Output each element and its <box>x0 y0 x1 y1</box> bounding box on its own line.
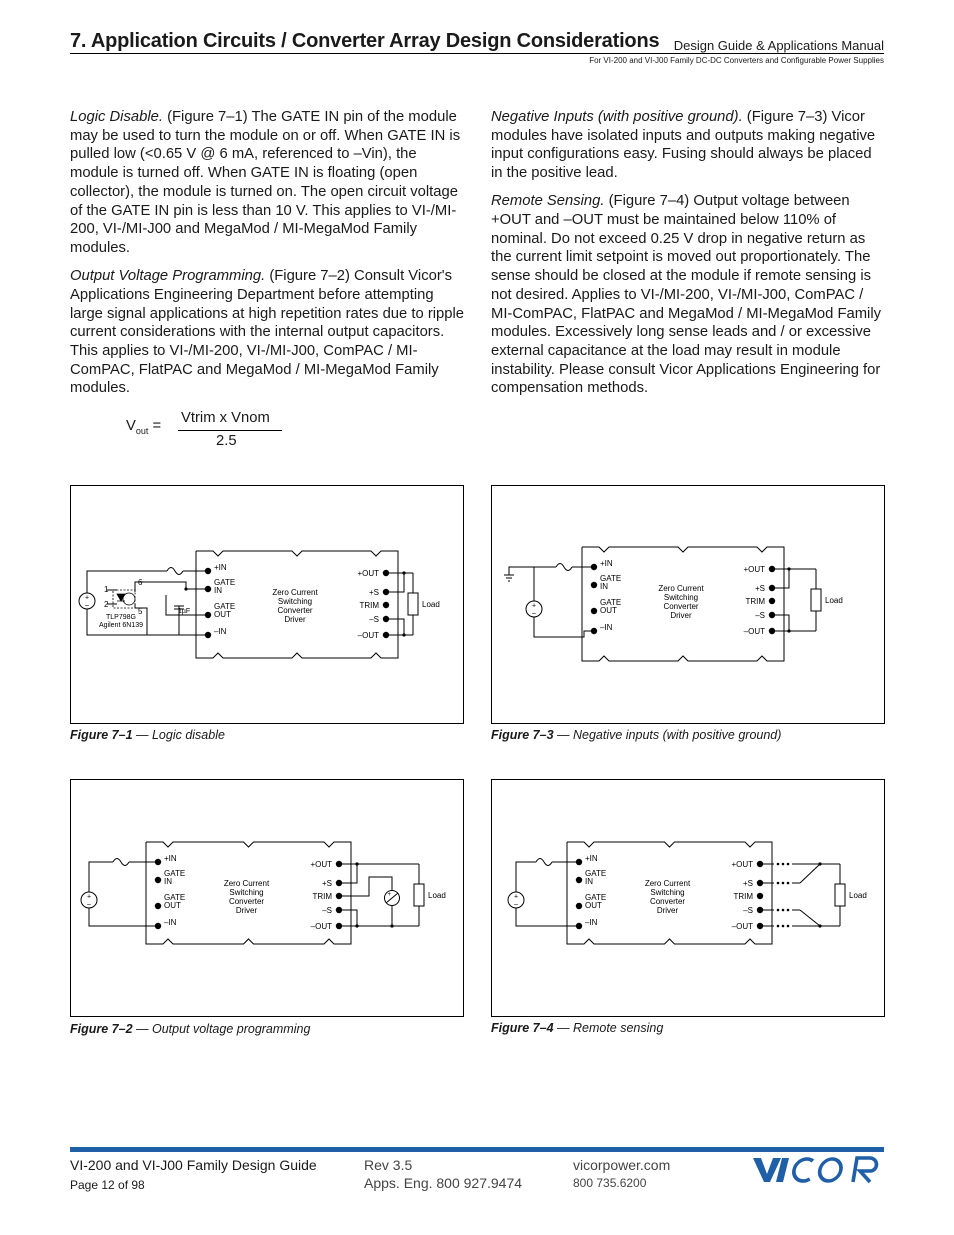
label-trim: TRIM <box>733 892 753 901</box>
label-converter-driver: Driver <box>656 906 679 915</box>
label-gate-out: GATE <box>214 602 236 611</box>
label-minus-s: –S <box>369 615 379 624</box>
figure-output-programming <box>70 779 464 1017</box>
optocoupler-icon <box>113 590 135 608</box>
header-subtitle: For VI-200 and VI-J00 Family DC-DC Converters and Configurable Power Supplies <box>589 56 884 65</box>
label-load: Load <box>428 891 446 900</box>
paragraph-logic-disable <box>70 108 465 258</box>
label-gate-in: IN <box>214 586 222 595</box>
paragraph-output-programming <box>70 267 465 398</box>
label-converter-driver: Converter <box>277 606 313 615</box>
label-plus-in: +IN <box>600 559 613 568</box>
label-load: Load <box>422 600 440 609</box>
trim-plus-mark: + <box>387 892 391 898</box>
label-plus-s: +S <box>368 588 379 597</box>
label-gate-out: OUT <box>214 610 231 619</box>
caption-7-1-number: Figure 7–1 <box>70 728 133 742</box>
label-plus-out: +OUT <box>310 860 332 869</box>
lead-output-programming: Output Voltage Programming. <box>70 268 266 285</box>
paragraph-remote-sensing <box>491 192 886 398</box>
formula-fraction-bar <box>178 430 282 431</box>
label-gate-out: GATE <box>600 598 622 607</box>
manual-title: Design Guide & Applications Manual <box>673 38 884 53</box>
long-lead-dots <box>777 909 780 912</box>
label-plus-in: +IN <box>164 854 177 863</box>
long-lead-dots <box>787 882 790 885</box>
label-gate-out: OUT <box>164 901 181 910</box>
figure-remote-sensing <box>491 779 885 1017</box>
source-minus-mark: – <box>514 901 518 908</box>
fuse-icon <box>113 859 129 866</box>
label-minus-in: –IN <box>164 918 177 927</box>
label-converter-driver: Driver <box>670 611 692 620</box>
wire <box>800 910 820 926</box>
formula-numerator: Vtrim x Vnom <box>181 410 270 426</box>
label-minus-out: –OUT <box>310 922 332 931</box>
phototransistor-icon <box>123 593 135 605</box>
ground-icon <box>504 575 514 581</box>
label-plus-s: +S <box>321 879 332 888</box>
body-output-programming: (Figure 7–2) Consult Vicor's Applications Engineering Department before attempting large signal applications at high repetition rates due to ripple current considerations with the internal output capacitors. This applies to VI-/MI-200, VI-/MI-J00, ComPAC / MI-ComPAC, FlatPAC and MegaMod / MI-MegaMod Family modules. <box>70 268 465 397</box>
pin-gate-in <box>591 582 597 588</box>
label-plus-out: +OUT <box>743 565 765 574</box>
label-minus-s: –S <box>743 906 753 915</box>
source-minus-mark: – <box>532 610 536 617</box>
label-trim: TRIM <box>312 892 332 901</box>
label-gate-out: OUT <box>585 901 602 910</box>
source-minus-mark: – <box>85 602 89 609</box>
junction-dot <box>184 587 187 590</box>
pin-gate-in <box>576 877 582 883</box>
label-converter-driver: Driver <box>284 615 306 624</box>
label-converter-driver: Zero Current <box>272 588 318 597</box>
junction-dot <box>818 862 821 865</box>
label-minus-out: –OUT <box>743 627 765 636</box>
long-lead-dots <box>777 882 780 885</box>
lead-negative-inputs: Negative Inputs (with positive ground). <box>491 109 743 125</box>
footer-revision: Rev 3.5 <box>364 1157 413 1173</box>
source-minus-mark: – <box>87 901 91 908</box>
label-capacitor: 1µF <box>178 608 191 615</box>
caption-figure-7-1 <box>70 728 225 742</box>
long-lead-dots <box>787 863 790 866</box>
caption-7-3-number: Figure 7–3 <box>491 728 554 742</box>
footer-page-number: Page 12 of 98 <box>70 1178 145 1192</box>
long-lead-dots <box>782 925 785 928</box>
label-plus-in: +IN <box>585 854 598 863</box>
label-plus-out: +OUT <box>731 860 753 869</box>
junction-dot <box>390 924 393 927</box>
caption-7-3-text: — Negative inputs (with positive ground) <box>553 728 782 742</box>
footer-phone: 800 735.6200 <box>573 1176 647 1190</box>
junction-dot <box>787 567 790 570</box>
pin-gate-out <box>155 903 161 909</box>
label-converter-driver: Switching <box>650 888 685 897</box>
label-converter-driver: Switching <box>663 593 699 602</box>
page-title: 7. Application Circuits / Converter Array Design Considerations <box>70 30 660 52</box>
label-gate-out: OUT <box>600 606 617 615</box>
label-converter-driver: Driver <box>235 906 258 915</box>
label-minus-out: –OUT <box>357 631 379 640</box>
label-minus-in: –IN <box>585 918 598 927</box>
long-lead-dots <box>782 863 785 866</box>
source-plus-mark: + <box>513 893 519 901</box>
label-gate-in: IN <box>164 877 172 886</box>
pin-trim <box>383 602 389 608</box>
footer-apps-phone: Apps. Eng. 800 927.9474 <box>364 1175 523 1191</box>
label-gate-in: GATE <box>585 869 607 878</box>
label-trim: TRIM <box>359 601 379 610</box>
load-resistor-icon <box>414 884 424 906</box>
junction-dot <box>355 924 358 927</box>
formula-sub: out <box>135 425 149 436</box>
junction-dot <box>818 924 821 927</box>
label-plus-in: +IN <box>214 563 227 572</box>
label-converter-driver: Converter <box>663 602 699 611</box>
schematic-negative-inputs <box>492 486 884 723</box>
label-converter-driver: Converter <box>228 897 265 906</box>
label-minus-s: –S <box>322 906 332 915</box>
label-pin-6: 6 <box>138 578 143 587</box>
schematic-remote-sensing <box>492 780 884 1016</box>
long-lead-dots <box>777 925 780 928</box>
long-lead-dots <box>787 925 790 928</box>
label-gate-out: GATE <box>164 893 186 902</box>
fuse-icon <box>536 859 552 866</box>
pin-trim <box>769 598 775 604</box>
junction-dot <box>402 571 405 574</box>
label-part-6n139: Agilent 6N139 <box>99 622 143 629</box>
label-converter-driver: Zero Current <box>644 879 691 888</box>
load-resistor-icon <box>811 589 821 611</box>
label-load: Load <box>849 891 867 900</box>
label-minus-out: –OUT <box>731 922 753 931</box>
label-pin-1: 1 <box>104 585 109 594</box>
vicor-logo <box>752 1155 886 1185</box>
label-gate-in: GATE <box>600 574 622 583</box>
label-load: Load <box>825 596 843 605</box>
long-lead-dots <box>787 909 790 912</box>
caption-7-2-text: — Output voltage programming <box>132 1022 311 1036</box>
label-pin-5: 5 <box>138 607 143 616</box>
long-lead-dots <box>777 863 780 866</box>
junction-dot <box>402 633 405 636</box>
caption-7-4-text: — Remote sensing <box>553 1021 664 1035</box>
schematic-output-programming <box>71 780 463 1016</box>
vicor-logo-mark <box>752 1155 886 1185</box>
footer-accent-bar <box>70 1147 884 1152</box>
label-converter-driver: Switching <box>277 597 313 606</box>
caption-figure-7-3 <box>491 728 781 742</box>
figure-logic-disable <box>70 485 464 724</box>
formula-lhs <box>126 418 161 436</box>
formula-eq: = <box>148 418 162 434</box>
body-negative-inputs: (Figure 7–3) Vicor modules have isolated inputs and outputs making negative input configurations easy. Fusing should always be placed in the positive lead. <box>491 109 876 182</box>
label-plus-out: +OUT <box>357 569 379 578</box>
footer-doc-title: VI-200 and VI-J00 Family Design Guide <box>70 1157 317 1173</box>
label-converter-driver: Converter <box>649 897 686 906</box>
label-part-tlp798g: TLP798G <box>106 614 136 621</box>
wire <box>800 864 820 883</box>
left-column <box>70 108 465 408</box>
caption-figure-7-4 <box>491 1021 663 1035</box>
label-plus-s: +S <box>742 879 753 888</box>
junction-dot <box>787 629 790 632</box>
label-trim: TRIM <box>745 597 765 606</box>
load-resistor-icon <box>835 884 845 906</box>
pin-gate-out <box>591 608 597 614</box>
label-gate-in: GATE <box>164 869 186 878</box>
pin-gate-out <box>576 903 582 909</box>
caption-7-4-number: Figure 7–4 <box>491 1021 554 1035</box>
header-rule <box>70 53 884 54</box>
figure-negative-inputs <box>491 485 885 724</box>
lead-remote-sensing: Remote Sensing. <box>491 193 605 210</box>
load-resistor-icon <box>408 593 418 615</box>
source-plus-mark: + <box>86 893 92 901</box>
led-diode-icon <box>117 594 125 601</box>
label-minus-in: –IN <box>214 627 227 636</box>
lead-logic-disable: Logic Disable. <box>70 109 163 125</box>
wire <box>509 567 534 575</box>
label-gate-out: GATE <box>585 893 607 902</box>
pin-trim <box>757 893 763 899</box>
caption-7-2-number: Figure 7–2 <box>70 1022 133 1036</box>
label-converter-driver: Zero Current <box>658 584 704 593</box>
paragraph-negative-inputs <box>491 108 886 183</box>
fuse-icon <box>167 568 183 575</box>
label-gate-in: IN <box>585 877 593 886</box>
formula-denominator: 2.5 <box>216 433 237 449</box>
label-pin-2: 2 <box>104 600 109 609</box>
formula-v: V <box>126 418 136 434</box>
wire <box>89 862 113 892</box>
vout-formula <box>126 410 296 456</box>
label-gate-in: GATE <box>214 578 236 587</box>
long-lead-dots <box>782 882 785 885</box>
junction-dot <box>355 862 358 865</box>
pin-gate-in <box>155 877 161 883</box>
footer-website[interactable]: vicorpower.com <box>573 1157 671 1173</box>
right-column <box>491 108 886 408</box>
caption-figure-7-2 <box>70 1022 310 1036</box>
source-plus-mark: + <box>84 594 90 602</box>
schematic-logic-disable <box>71 486 463 723</box>
body-logic-disable: (Figure 7–1) The GATE IN pin of the module may be used to turn the module on or off. When GATE IN is pulled low (<0.65 V @ 6 mA, referenced to –Vin), the module is turned off. When GATE IN is floating (open collector), the module is turned on. The open circuit voltage of the GATE IN pin is less than 10 V. This applies to VI-/MI-200, VI-/MI-J00 and MegaMod / MI-MegaMod Family modules. <box>70 109 461 256</box>
source-plus-mark: + <box>531 602 537 610</box>
caption-7-1-text: — Logic disable <box>132 728 225 742</box>
label-converter-driver: Zero Current <box>223 879 270 888</box>
label-converter-driver: Switching <box>229 888 264 897</box>
label-minus-in: –IN <box>600 623 613 632</box>
wire <box>516 862 536 892</box>
label-gate-in: IN <box>600 582 608 591</box>
long-lead-dots <box>782 909 785 912</box>
body-remote-sensing: (Figure 7–4) Output voltage between +OUT and –OUT must be maintained below 110% of nominal. Do not exceed 0.25 V drop in negative return as the current limit setpoint is moved out proportionately. The sense should be closed at the module if remote sensing is not desired. Applies to VI-/MI-200, VI-/MI-J00, ComPAC / MI-ComPAC, FlatPAC and MegaMod / MI-MegaMod Family modules. Excessively long sense leads and / or excessive external capacitance at the load may result in module instability. Please consult Vicor Applications Engineering for compensation methods. <box>491 193 882 397</box>
fuse-icon <box>556 564 572 571</box>
label-plus-s: +S <box>754 584 765 593</box>
wire <box>534 567 556 601</box>
label-minus-s: –S <box>755 611 765 620</box>
